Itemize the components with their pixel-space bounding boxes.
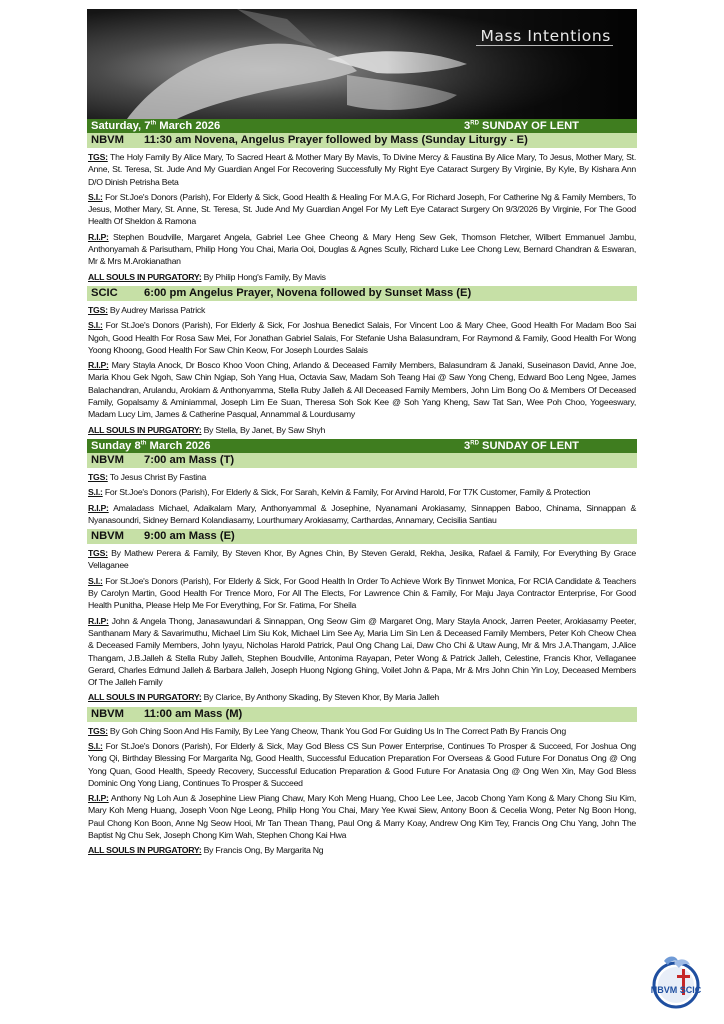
date-part: March 2026 [156,120,221,132]
intention-label: ALL SOULS IN PURGATORY: [88,692,202,703]
intention-text: John & Angela Thong, Janasawundari & Sinnappan, Ong Seow Gim @ Margaret Ong, Mary Stayla Anock, Jarren Peeter, Arokiasamy Peeter, Santhanam Mary & Savarimuthu, Michael Lim Siu Kok, Michael Lim See Ay, Maria Lim Sin Len & Deceased Family Members, Peter Koh Cheow Chea & Deceased Family Members, John Iyayu, Nicholas Harold Patrick, Paul Ong Chang Lai, Daw Cho Chi & Utaw Aung, Mr & Mrs J.A.Thangam, J.Alice Thangam, J.B.Jalleh & Stella Ruby Jalleh, Stephen Boudville, Antonima Rayapan, Peter Wong & Patrick Jalleh, Celestine, Francis Khor, Vellaganee Gerard, Charles Edmund Jalleh & Barbara Jalleh, Joseph Huong Ngiong Ghing, Voilet John & Papa, Mr & Mrs John Chin Yin Loy, Deceased Members Of The Jalleh Family [88,615,636,688]
date-part: March 2026 [146,439,211,452]
day-header-sunday [87,439,637,453]
intention-si [88,486,636,498]
intention-label: R.I.P: [88,231,109,242]
intention-text: To Jesus Christ By Fastina [107,471,207,482]
intention-text: By Clarice, By Anthony Skading, By Steven Khor, By Maria Jalleh [201,692,439,703]
intention-label: TGS: [88,152,108,162]
liturgical-day [464,119,579,133]
intention-text: By Francis Ong, By Margarita Ng [201,845,324,856]
intention-label: TGS: [88,548,108,559]
intention-label: TGS: [88,471,108,482]
date-part: Saturday, 7 [91,120,151,132]
mass-title: 6:00 pm Angelus Prayer, Novena followed by Sunset Mass (E) [144,286,472,299]
lent-part: RD [470,120,479,127]
hands-holding-chalice-image [87,9,637,119]
mass-title: 11:30 am Novena, Angelus Prayer followed by Mass (Sunday Liturgy - E) [144,134,528,146]
date-part: th [140,440,147,447]
intention-label: ALL SOULS IN PURGATORY: [88,845,202,856]
intention-all-souls [88,424,636,436]
intention-text: Amaladass Michael, Adaikalam Mary, Anthonyammal & Josephine, Nyanamani Arokiasamy, Sinnappen Baboo, Chinama, Sinnappan & Nyanasoundri, Sidney Bernard Kolandiasamy, Lourthumary Arokiasamy, Carthardas, Annamary, Cecisilia Santiau [88,502,636,525]
intention-text: The Holy Family By Alice Mary, To Sacred Heart & Mother Mary By Mavis, To Divine Mercy & Faustina By Alice Mary, To Jesus, Mother Mary, St. Anne, St. Teresa, St. Jude And My Guardian Angel For Recovering Successfully My Right Eye Cataract Surgery By Virginie, By Kyle, By Kishara Ann D/O Dinish Petrisha Beta [88,152,636,187]
intention-tgs [88,304,636,316]
intention-rip [88,359,636,420]
mass-header [87,529,637,544]
liturgical-day [464,439,579,453]
intention-label: S.I.: [88,191,103,202]
intention-label: R.I.P: [88,360,109,371]
mass-intentions-page [87,9,637,860]
intention-text: For St.Joe's Donors (Parish), For Elderly & Sick, For Good Health In Order To Achieve Work By Tinnwet Monica, For RCIA Candidate & Teachers By Carolyn Martin, Good Health For Trence Moro, For All The Elects, For Lawrence Chin & Family, For Maju Jaya Contractor Enterprise, For Good Health Punitha, Please Help Me For Everything, For Sr. Fatima, For Sheila [88,575,636,611]
banner-title: Mass Intentions [476,27,613,46]
mass-title: 9:00 am Mass (E) [144,530,235,543]
mass-venue: NBVM [91,134,124,146]
lent-part: SUNDAY OF LENT [478,439,579,452]
intention-label: R.I.P: [88,793,109,804]
intention-text: By Philip Hong's Family, By Mavis [201,271,326,282]
parish-logo [646,951,706,1011]
intention-text: By Mathew Perera & Family, By Steven Khor, By Agnes Chin, By Steven Gerald, Rekha, Jesika, Rafael & Family, For Everything By Grace Vellaganee [88,548,636,571]
lent-part: SUNDAY OF LENT [478,120,579,132]
intention-text: By Audrey Marissa Patrick [107,304,206,315]
intention-rip [88,615,636,689]
intention-all-souls [88,844,636,856]
mass-header [87,286,637,301]
lent-part: 3 [464,120,471,132]
intention-all-souls [88,691,636,703]
day-header-saturday [87,119,637,133]
intention-si [88,575,636,612]
mass-header [87,453,637,468]
intention-tgs [88,725,636,737]
mass-venue: NBVM [91,453,124,466]
mass-venue: SCIC [91,286,118,299]
intention-label: R.I.P: [88,502,109,513]
intention-label: S.I.: [88,487,103,498]
header-banner-image [87,9,637,119]
intention-all-souls [88,271,636,283]
intention-text: Mary Stayla Anock, Dr Bosco Khoo Voon Ching, Arlando & Deceased Family Members, Balasundram & Janaki, Suseinason David, Anne Joe, Maria Khou Gek Ngoh, Saw Chin Ngiap, Soh Yang Hua, Octavia Saw, Madam Soh Teang Hai @ Saw Yong Cheng, Edward Boo Leng Ngee, James Balachandran, Arulandu, Arokiam & Anthonyamma, Stella Ruby Jalleh & All Deceased Family Members, John Lim Bong Oo & Members Of Deceased Family, Gopalsamy & Aminiammal, Joseph Lim Ee Suan, Theresa Soh Sok Kee @ Soh Yang Kheng, Saw Tat San, Wee Poh Choo, Yogeeswary, Madam Lucy Lim, James & Catherine Pasqual, Annammal & Lourdusamy [88,360,636,420]
lent-part: 3 [464,439,471,452]
intention-si [88,740,636,789]
intention-label: ALL SOULS IN PURGATORY: [88,271,202,282]
intention-tgs [88,471,636,483]
mass-venue: NBVM [91,530,124,543]
mass-venue: NBVM [91,707,124,720]
intention-si [88,191,636,228]
intention-text: For St.Joe's Donors (Parish), For Elderly & Sick, For Sarah, Kelvin & Family, For Arvind Harold, For T7K Customer, Family & Protection [102,487,591,498]
mass-title: 11:00 am Mass (M) [144,707,243,720]
intention-text: Anthony Ng Loh Aun & Josephine Liew Piang Chaw, Mary Koh Meng Huang, Choo Lee Lee, Jacob Chong Yam Kong & Mary Chong Siu Kim, Mary Koh Meng Huang, Joseph Voon Nge Leong, Philip Hong You Chai, Mary Yee Kwai Siew, Antony Boon & Cecelia Wong, Peter Ng Boon Hong, Paul Chong Kon Boon, Anne Ng Seow Hooi, Mr Tan Thean Thang, Paul Ong & Marry Koay, Andrew Ong Kim Tey, Francis Ong Chu Yang, John The Baptist Ng Chu Sek, Joseph Chong Kim Wah, Stephen Chong Kai Hwa [88,793,636,841]
intention-text: Stephen Boudville, Margaret Angela, Gabriel Lee Ghee Cheong & Mary Heng Sew Gek, Thomson Fletcher, Wilbert Emmanuel Jambu, Anthonyamah & Parisutham, Philip Hong You Chai, Maria Ooi, Douglas & Agnes Scully, Richard Luke Lee Chong Lew, Bernard Chandran & Eswaran, Mr & Mrs M.Arokianathan [88,231,636,267]
intention-text: By Stella, By Janet, By Saw Shyh [201,424,326,435]
day-date [91,439,210,453]
lent-part: RD [470,440,479,447]
intention-label: S.I.: [88,740,103,751]
intention-label: R.I.P: [88,615,109,626]
intention-text: For St.Joe's Donors (Parish), For Elderly & Sick, Good Health & Healing For M.A.G, For Richard Joseph, For Catherine Ng & Family Members, To Jesus, Mother Mary, St. Anne, St. Teresa, St. Jude And My Guardian Angel For My Left Eye Cataract Surgery On 9/3/2026 By Virginie, For The Good Health Of Sheldon & Ramona [88,191,636,227]
date-part: Sunday 8 [91,439,141,452]
day-date [91,119,220,133]
logo-text: NBVM SCIC [650,985,702,995]
date-part: th [150,120,157,127]
intention-label: TGS: [88,725,108,736]
intention-rip [88,792,636,841]
intention-text: For St.Joe's Donors (Parish), For Elderly & Sick, May God Bless CS Sun Power Enterprise, Continues To Prosper & Succeed, For Joshua Ong Yong Qi, Birthday Blessing For Margarita Ng, Good Health, Successful Education Preparation For Overseas & Good Future For Donatus Ong @ Ong Yong Quan, Good Health, Speedy Recovery, Successful Education Preparation & Good Future For Anatasia Ong @ Ong Wen Xin, May God Bless Dominic Ong Yong Liang, Continues To Prosper & Succeed [88,740,636,788]
mass-header [87,707,637,722]
intention-label: ALL SOULS IN PURGATORY: [88,424,202,435]
intention-text: For St.Joe's Donors (Parish), For Elderly & Sick, For Joshua Benedict Salais, For Vincent Loo & Mary Chee, Good Health For Madam Boo Sai Ngoh, Good Health For Rosa Saw Mei, For Jonathan Gabriel Salais, For Stefanie Usha Balasundram, For Raymond & Family, Good Health For Wong Yoong Khoong, Good Health For Saw Chin Keow, For Joseph Lourdes Salais [88,320,636,355]
intention-si [88,319,636,356]
intention-label: S.I.: [88,575,103,586]
intention-tgs [88,547,636,572]
intention-label: TGS: [88,304,108,315]
mass-title: 7:00 am Mass (T) [144,453,235,466]
intention-tgs [88,151,636,188]
intention-rip [88,231,636,268]
intention-rip [88,502,636,527]
intention-label: S.I.: [88,320,103,331]
intention-text: By Goh Ching Soon And His Family, By Lee Yang Cheow, Thank You God For Guiding Us In The Correct Path By Francis Ong [107,725,566,736]
mass-header [87,133,637,148]
